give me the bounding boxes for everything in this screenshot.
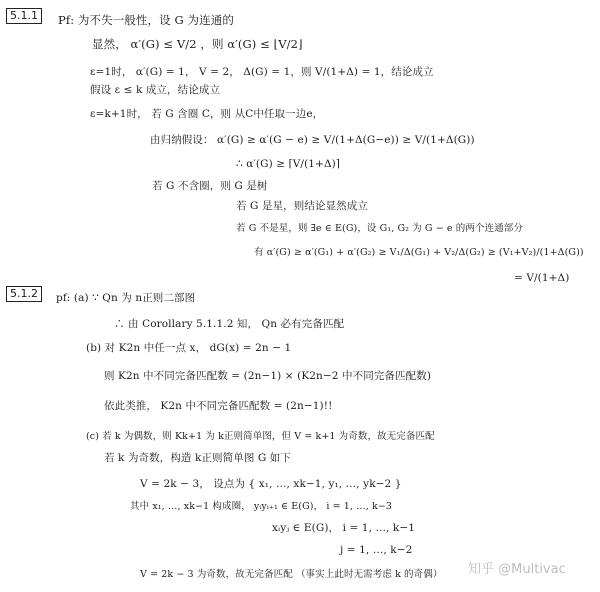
s2-line-3: 则 K2n 中不同完备匹配数 = (2n−1) × (K2n−2 中不同完备匹配数) [104,370,432,382]
s2-line-11: V = 2k − 3 为奇数，故无完备匹配 （事实上此时无需考虑 k 的奇偶） [140,569,443,580]
s2-line-5: (c) 若 k 为偶数，则 Kk+1 为 k正则简单图，但 V = k+1 为奇数，故无完备匹配 [86,431,435,442]
s2-line-4: 依此类推， K2n 中不同完备匹配数 = (2n−1)!! [104,400,333,412]
s1-line-7: 若 G 不含圈，则 G 是树 [152,180,268,192]
s2-line-1: ∴ 由 Corollary 5.1.1.2 知， Qn 必有完备匹配 [114,318,345,330]
s2-line-7: V = 2k − 3， 设点为 { x₁, …, xk−1, y₁, …, yk−2 } [140,478,402,490]
section-label-5-1-2: 5.1.2 [6,286,42,302]
s1-line-0: Pf: 为不失一般性，设 G 为连通的 [58,13,234,27]
s2-line-6: 若 k 为奇数，构造 k正则简单图 G 如下 [104,452,292,464]
s1-line-2: ε=1时， α′(G) = 1， V = 2， Δ(G) = 1，则 V/(1+Δ) = 1，结论成立 [90,66,434,78]
s1-line-5: 由归纳假设： α′(G) ≥ α′(G − e) ≥ V/(1+Δ(G−e)) ≥ V/(1+Δ(G)) [150,134,475,146]
s1-line-8: 若 G 是星，则结论显然成立 [236,200,368,212]
s2-line-10: j = 1, …, k−2 [340,544,413,556]
watermark-text: 知乎 @Multivac [468,562,566,577]
s2-line-0: pf: (a) ∵ Qn 为 n正则二部图 [56,292,196,304]
s1-line-1: 显然， α′(G) ≤ V/2 ，则 α′(G) ≤ ⌊V/2⌋ [92,37,303,51]
s1-line-6: ∴ α′(G) ≥ ⌈V/(1+Δ)⌉ [236,158,341,170]
s2-line-8: 其中 x₁, …, xk−1 构成圈， yᵢyᵢ₊₁ ∈ E(G)， i = 1, …, k−3 [130,501,393,512]
s1-line-9: 若 G 不是星，则 ∃e ∈ E(G)，设 G₁, G₂ 为 G − e 的两个连通部分 [236,223,523,234]
s2-line-9: xᵢyⱼ ∈ E(G)， i = 1, …, k−1 [272,522,416,534]
s1-line-4: ε=k+1时， 若 G 含圈 C，则 从C中任取一边e， [90,108,324,120]
s1-line-10: 有 α′(G) ≥ α′(G₁) + α′(G₂) ≥ V₁/Δ(G₁) + V₂/Δ(G₂) ≥ (V₁+V₂)/(1+Δ(G)) [254,247,584,258]
section-label-5-1-1: 5.1.1 [6,8,42,24]
s1-line-3: 假设 ε ≤ k 成立，结论成立 [90,84,221,96]
s2-line-2: (b) 对 K2n 中任一点 x， dG(x) = 2n − 1 [86,342,292,354]
s1-line-11: = V/(1+Δ) [514,272,570,284]
